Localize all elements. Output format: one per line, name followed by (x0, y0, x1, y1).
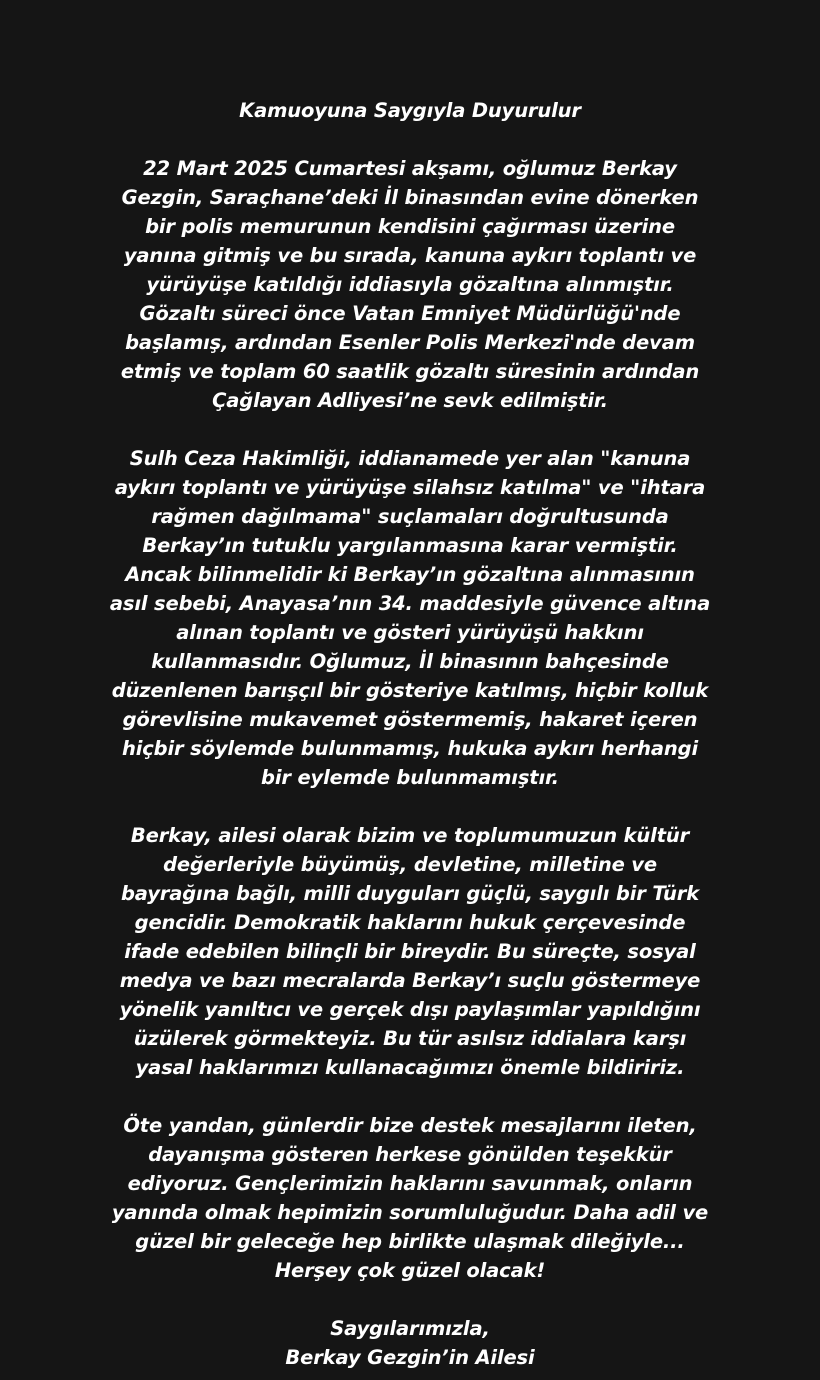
statement-title: Kamuoyuna Saygıyla Duyurulur (239, 99, 581, 122)
paragraph-court-decision (95, 444, 725, 792)
text-line: hiçbir söylemde bulunmamış, hukuka aykırı herhangi (122, 737, 698, 760)
text-line: görevlisine mukavemet göstermemiş, hakaret içeren (122, 708, 698, 731)
public-statement (95, 96, 725, 1372)
paragraph-character (95, 821, 725, 1082)
text-line: değerleriyle büyümüş, devletine, milletine ve (163, 853, 657, 876)
text-line: düzenlenen barışçıl bir gösteriye katılmış, hiçbir kolluk (111, 679, 709, 702)
closing (95, 1314, 725, 1372)
text-line: ifade edebilen bilinçli bir bireydir. Bu süreçte, sosyal (124, 940, 696, 963)
text-line: Çağlayan Adliyesi’ne sevk edilmiştir. (212, 389, 608, 412)
text-line: dayanışma gösteren herkese gönülden teşekkür (148, 1143, 672, 1166)
text-line: güzel bir geleceğe hep birlikte ulaşmak dileğiyle... (135, 1230, 685, 1253)
text-line: Berkay’ın tutuklu yargılanmasına karar vermiştir. (142, 534, 678, 557)
signature: Berkay Gezgin’in Ailesi (285, 1346, 535, 1369)
text-line: yasal haklarımızı kullanacağımızı önemle bildiririz. (135, 1056, 685, 1079)
text-line: medya ve bazı mecralarda Berkay’ı suçlu göstermeye (119, 969, 701, 992)
text-line: bayrağına bağlı, milli duyguları güçlü, saygılı bir Türk (120, 882, 700, 905)
text-line: kullanmasıdır. Oğlumuz, İl binasının bahçesinde (151, 650, 669, 673)
text-line: gencidir. Demokratik haklarını hukuk çerçevesinde (134, 911, 686, 934)
text-line: üzülerek görmekteyiz. Bu tür asılsız iddialara karşı (133, 1027, 687, 1050)
paragraph-detention (95, 154, 725, 415)
text-line: Öte yandan, günlerdir bize destek mesajlarını ileten, (123, 1114, 697, 1137)
text-line: etmiş ve toplam 60 saatlik gözaltı süresinin ardından (120, 360, 700, 383)
text-line: yönelik yanıltıcı ve gerçek dışı paylaşımlar yapıldığını (119, 998, 701, 1021)
text-line: asıl sebebi, Anayasa’nın 34. maddesiyle güvence altına (109, 592, 711, 615)
text-line: yürüyüşe katıldığı iddiasıyla gözaltına alınmıştır. (146, 273, 674, 296)
text-line: Ancak bilinmelidir ki Berkay’ın gözaltına alınmasının (125, 563, 695, 586)
text-line: Herşey çok güzel olacak! (274, 1259, 546, 1282)
text-line: yanına gitmiş ve bu sırada, kanuna aykırı toplantı ve (123, 244, 697, 267)
salutation: Saygılarımızla, (330, 1317, 490, 1340)
text-line: aykırı toplantı ve yürüyüşe silahsız katılma" ve "ihtara (114, 476, 706, 499)
text-line: yanında olmak hepimizin sorumluluğudur. Daha adil ve (111, 1201, 709, 1224)
paragraph-thanks (95, 1111, 725, 1285)
text-line: başlamış, ardından Esenler Polis Merkezi'nde devam (125, 331, 695, 354)
text-line: Sulh Ceza Hakimliği, iddianamede yer alan "kanuna (129, 447, 691, 470)
text-line: ediyoruz. Gençlerimizin haklarını savunmak, onların (127, 1172, 693, 1195)
text-line: Gezgin, Saraçhane’deki İl binasından evine dönerken (121, 186, 699, 209)
text-line: rağmen dağılmama" suçlamaları doğrultusunda (151, 505, 669, 528)
text-line: Gözaltı süreci önce Vatan Emniyet Müdürlüğü'nde (139, 302, 681, 325)
text-line: bir polis memurunun kendisini çağırması üzerine (145, 215, 675, 238)
text-line: alınan toplantı ve gösteri yürüyüşü hakkını (176, 621, 644, 644)
text-line: 22 Mart 2025 Cumartesi akşamı, oğlumuz Berkay (143, 157, 677, 180)
text-line: bir eylemde bulunmamıştır. (261, 766, 559, 789)
text-line: Berkay, ailesi olarak bizim ve toplumumuzun kültür (130, 824, 690, 847)
